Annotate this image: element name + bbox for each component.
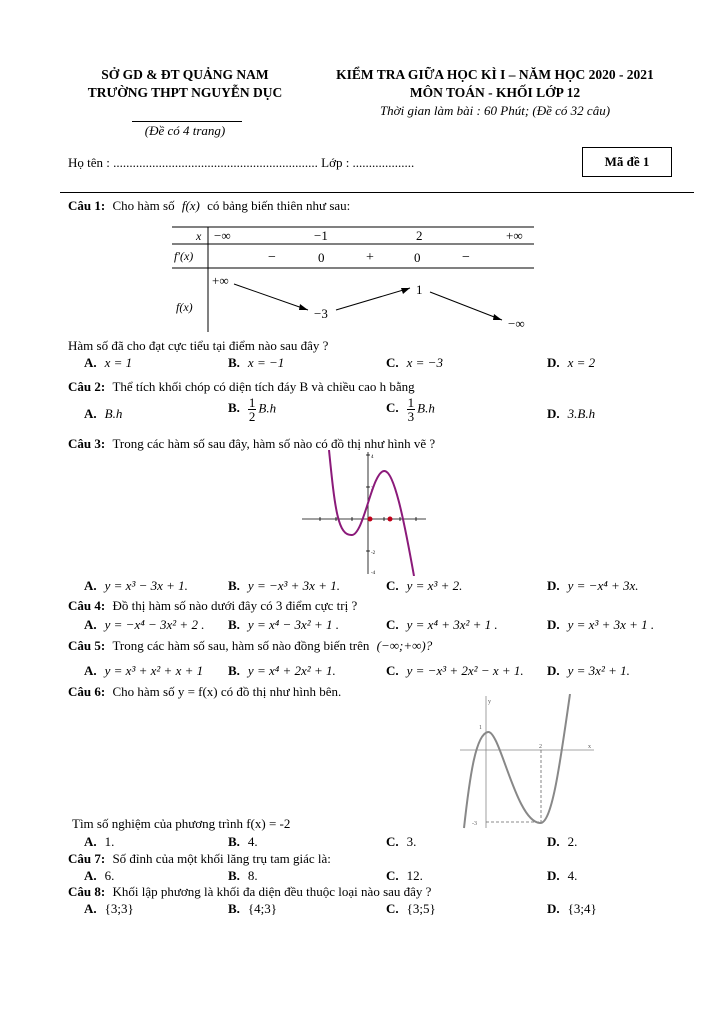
q4-option-a[interactable]: A. y = −x⁴ − 3x² + 2 .: [84, 617, 205, 632]
q4-option-b[interactable]: B. y = x⁴ − 3x² + 1 .: [228, 617, 339, 632]
q8-option-a[interactable]: A. {3;3}: [84, 901, 134, 916]
question-label: Câu 3:: [68, 436, 106, 451]
q1-option-b[interactable]: B. x = −1: [228, 355, 285, 370]
x-val-2: 2: [416, 228, 423, 243]
question-label: Câu 5:: [68, 638, 106, 653]
question-text: Trong các hàm số sau, hàm số nào đồng biến trên: [112, 638, 370, 653]
question-label: Câu 4:: [68, 598, 106, 613]
question-text: Trong các hàm số sau đây, hàm số nào có đồ thị như hình vẽ ?: [112, 436, 436, 451]
label-m3: -3: [472, 821, 477, 827]
arrow-head-1: [299, 304, 308, 310]
question-text: Đồ thị hàm số nào dưới đây có 3 điểm cực trị ?: [112, 598, 358, 613]
f-val-2: 1: [416, 282, 423, 297]
question-text: Khối lập phương là khối đa diện đều thuộc loại nào sau đây ?: [112, 884, 432, 899]
question-1-ask: Hàm số đã cho đạt cực tiểu tại điểm nào sau đây ?: [68, 338, 329, 353]
q8-option-d[interactable]: D. {3;4}: [547, 901, 597, 916]
y-tick-m4: -4: [371, 571, 376, 576]
y-tick-2: 2: [371, 487, 374, 492]
q2-option-c[interactable]: C. $\frac{1}{3}$ B.h: [386, 395, 435, 424]
school-name: TRƯỜNG THPT NGUYỄN DỤC: [87, 85, 283, 100]
sign-1: 0: [318, 250, 325, 265]
question-7: [68, 851, 331, 867]
question-5: [68, 638, 432, 654]
q3-option-c[interactable]: C. y = x³ + 2.: [386, 578, 463, 593]
x-val-1: −1: [314, 228, 328, 243]
q4-option-c[interactable]: C. y = x⁴ + 3x² + 1 .: [386, 617, 498, 632]
question-interval: (−∞;+∞)?: [376, 638, 433, 653]
pages-note: (Đề có 4 trang): [144, 123, 226, 138]
sign-4: −: [462, 250, 470, 265]
q5-option-b[interactable]: B. y = x⁴ + 2x² + 1.: [228, 663, 336, 678]
q1-option-a[interactable]: A. x = 1: [84, 355, 133, 370]
q3-graph: [300, 450, 430, 576]
question-label: Câu 7:: [68, 851, 106, 866]
question-1: [68, 198, 350, 214]
question-text: Cho hàm số y = f(x) có đồ thị như hình bên.: [112, 684, 342, 699]
q3-curve: [329, 450, 414, 576]
q4-option-d[interactable]: D. y = x³ + 3x + 1 .: [547, 617, 655, 632]
exam-subject: MÔN TOÁN - KHỐI LỚP 12: [409, 85, 581, 100]
question-text-2: có bảng biến thiên như sau:: [207, 198, 351, 213]
variation-table: [168, 224, 540, 334]
row-f-label: f(x): [176, 300, 193, 314]
q8-option-c[interactable]: C. {3;5}: [386, 901, 436, 916]
q2-option-b[interactable]: B. $\frac{1}{2}$ B.h: [228, 395, 277, 424]
header-divider: [60, 192, 694, 193]
exam-title: KIỂM TRA GIỮA HỌC KÌ I – NĂM HỌC 2020 - 2021: [336, 67, 654, 82]
name-class-line: Họ tên : ............................................................... Lớp : ...................: [68, 155, 415, 170]
q6-option-c[interactable]: C. 3.: [386, 834, 417, 849]
label-2: 2: [539, 744, 542, 750]
x-axis-label: x: [588, 744, 591, 750]
question-func: f(x): [181, 198, 200, 213]
school-dept: SỞ GD & ĐT QUẢNG NAM: [101, 67, 269, 82]
q7-option-d[interactable]: D. 4.: [547, 868, 578, 883]
question-8: [68, 884, 431, 900]
q1-option-c[interactable]: C. x = −3: [386, 355, 443, 370]
question-6: [68, 684, 341, 700]
question-label: Câu 2:: [68, 379, 106, 394]
q7-option-c[interactable]: C. 12.: [386, 868, 423, 883]
question-text: Thể tích khối chóp có diện tích đáy B và chiều cao h bằng: [112, 379, 415, 394]
question-4: [68, 598, 357, 614]
q6-option-b[interactable]: B. 4.: [228, 834, 258, 849]
label-1: 1: [479, 725, 482, 731]
q2-option-a[interactable]: A. B.h: [84, 406, 123, 421]
exam-time: Thời gian làm bài : 60 Phút; (Đề có 32 câu): [379, 103, 611, 118]
q7-option-a[interactable]: A. 6.: [84, 868, 115, 883]
y-tick-m2: -2: [371, 551, 376, 556]
q3-option-d[interactable]: D. y = −x⁴ + 3x.: [547, 578, 639, 593]
question-text: Số đỉnh của một khối lăng trụ tam giác là:: [112, 851, 331, 866]
question-label: Câu 6:: [68, 684, 106, 699]
arrow-head-3: [493, 314, 502, 320]
f-val-1: −3: [314, 306, 328, 321]
sign-3: 0: [414, 250, 421, 265]
q5-option-a[interactable]: A. y = x³ + x² + x + 1: [84, 663, 204, 678]
q5-option-c[interactable]: C. y = −x³ + 2x² − x + 1.: [386, 663, 524, 678]
question-6-ask: Tìm số nghiệm của phương trình f(x) = -2: [72, 816, 291, 831]
arrow-down-1: [234, 284, 308, 310]
x-val-0: −∞: [214, 228, 231, 243]
q6-option-d[interactable]: D. 2.: [547, 834, 578, 849]
arrow-up: [336, 288, 410, 310]
fraction: $\frac{1}{2}$: [248, 395, 256, 424]
q6-option-a[interactable]: A. 1.: [84, 834, 115, 849]
f-val-3: −∞: [508, 316, 525, 331]
question-text: Cho hàm số: [112, 198, 175, 213]
sign-0: −: [268, 250, 276, 265]
q8-option-b[interactable]: B. {4;3}: [228, 901, 278, 916]
question-label: Câu 8:: [68, 884, 106, 899]
q6-graph: [458, 694, 598, 830]
row-fp-label: f′(x): [174, 249, 194, 263]
arrow-down-2: [430, 292, 502, 320]
q7-option-b[interactable]: B. 8.: [228, 868, 258, 883]
root-point-2: [388, 517, 393, 522]
row-x-label: x: [196, 229, 202, 243]
q6-curve: [464, 694, 570, 828]
x-val-3: +∞: [506, 228, 523, 243]
sign-2: +: [366, 250, 374, 265]
fraction: $\frac{1}{3}$: [407, 395, 415, 424]
q1-option-d[interactable]: D. x = 2: [547, 355, 596, 370]
q2-option-d[interactable]: D. 3.B.h: [547, 406, 596, 421]
root-point-1: [368, 517, 373, 522]
y-tick-4: 4: [371, 455, 374, 460]
arrow-head-2: [401, 288, 410, 294]
header-rule: [132, 121, 242, 122]
q3-option-a[interactable]: A. y = x³ − 3x + 1.: [84, 578, 188, 593]
f-val-0: +∞: [212, 273, 229, 288]
q3-option-b[interactable]: B. y = −x³ + 3x + 1.: [228, 578, 340, 593]
question-label: Câu 1:: [68, 198, 106, 213]
y-axis-label: y: [488, 699, 491, 705]
q5-option-d[interactable]: D. y = 3x² + 1.: [547, 663, 630, 678]
question-2: [68, 379, 415, 395]
exam-code-box: Mã đề 1: [582, 147, 672, 177]
